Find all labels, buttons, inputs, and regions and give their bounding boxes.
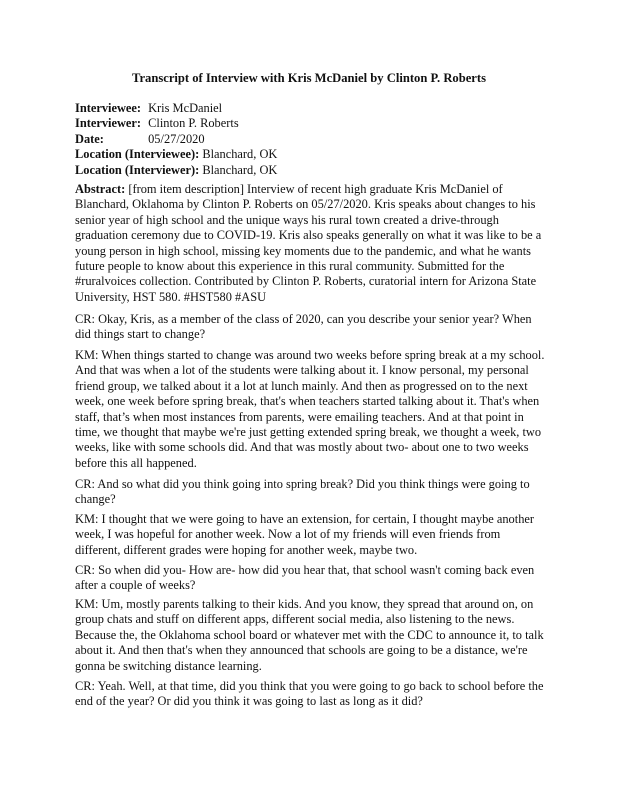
meta-value: Kris McDaniel: [148, 101, 223, 115]
transcript-paragraph: [75, 477, 545, 508]
meta-interviewer: [75, 116, 545, 131]
meta-label: Interviewee:: [75, 101, 142, 115]
interview-metadata: [75, 101, 545, 178]
paragraph-text: CR: Okay, Kris, as a member of the class of 2020, can you describe your senior year? When did things start to change?: [75, 312, 532, 342]
transcript-paragraph: [75, 679, 545, 710]
transcript-paragraph: [75, 312, 545, 343]
meta-value: 05/27/2020: [148, 131, 205, 146]
paragraph-text: KM: Um, mostly parents talking to their kids. And you know, they spread that around on, on group chats and stuff on different apps, different social media, also listening to the news. Because the, the Oklahoma school board or whatever met with the CDC to announce it, to talk about it. And then that's when they announced that schools are going to be a distance, we're gonna be switching distance learning.: [75, 597, 544, 673]
meta-value: Blanchard, OK: [202, 147, 278, 162]
meta-date: [75, 132, 545, 147]
paragraph-text: KM: I thought that we were going to have an extension, for certain, I thought maybe another week, I was hopeful for another week. Now a lot of my friends will even friends from different, different grades were hoping for another week, maybe two.: [75, 512, 535, 557]
transcript-paragraph: [75, 348, 545, 471]
abstract-label: Abstract:: [75, 182, 126, 196]
abstract-text: [from item description] Interview of recent high graduate Kris McDaniel of Blanchard, Oklahoma by Clinton P. Roberts on 05/27/2020. Kris speaks about changes to his senior year of high school and the unique ways his rural town created a drive-through graduation ceremony due to COVID-19. Kris also speaks generally on what it was like to be a young person in high school, missing key moments due to the pandemic, and what he wants future people to know about this experience in this rural community. Submitted for the #ruralvoices collection. Contributed by Clinton P. Roberts, curatorial intern for Arizona State University, HST 580. #HST580 #ASU: [75, 182, 542, 304]
meta-location-interviewee: [75, 147, 545, 162]
meta-label: Date:: [75, 131, 104, 146]
meta-label: Interviewer:: [75, 116, 142, 131]
transcript-paragraph: [75, 597, 545, 674]
meta-value: Blanchard, OK: [202, 162, 278, 177]
transcript-paragraph: [75, 512, 545, 558]
meta-interviewee: [75, 101, 545, 116]
meta-value: Clinton P. Roberts: [148, 116, 239, 131]
abstract-block: [75, 182, 545, 305]
meta-location-interviewer: [75, 163, 545, 178]
meta-label: Location (Interviewer):: [75, 162, 200, 177]
paragraph-text: CR: So when did you- How are- how did you hear that, that school wasn't coming back even after a couple of weeks?: [75, 563, 535, 593]
document-title: Transcript of Interview with Kris McDaniel by Clinton P. Roberts: [131, 71, 486, 85]
transcript-paragraph: [75, 563, 545, 594]
paragraph-text: KM: When things started to change was around two weeks before spring break at a my school. And that was when a lot of the students were talking about it. I know personal, my personal friend group, we talked about it a lot at lunch mainly. And then as progressed on to the next week, one week before spring break, that's when teachers started talking about it. That's when staff, that’s when most instances from parents, were emailing teachers. And at that point in time, we thought that maybe we're just getting extended spring break, we thought a week, two weeks, like with some schools did. And that was mostly about two- about one to two weeks before this all happened.: [75, 348, 545, 470]
paragraph-text: CR: And so what did you think going into spring break? Did you think things were going to change?: [75, 477, 530, 507]
paragraph-text: CR: Yeah. Well, at that time, did you think that you were going to go back to school before the end of the year? Or did you think it was going to last as long as it did?: [75, 679, 544, 709]
meta-label: Location (Interviewee):: [75, 147, 200, 162]
